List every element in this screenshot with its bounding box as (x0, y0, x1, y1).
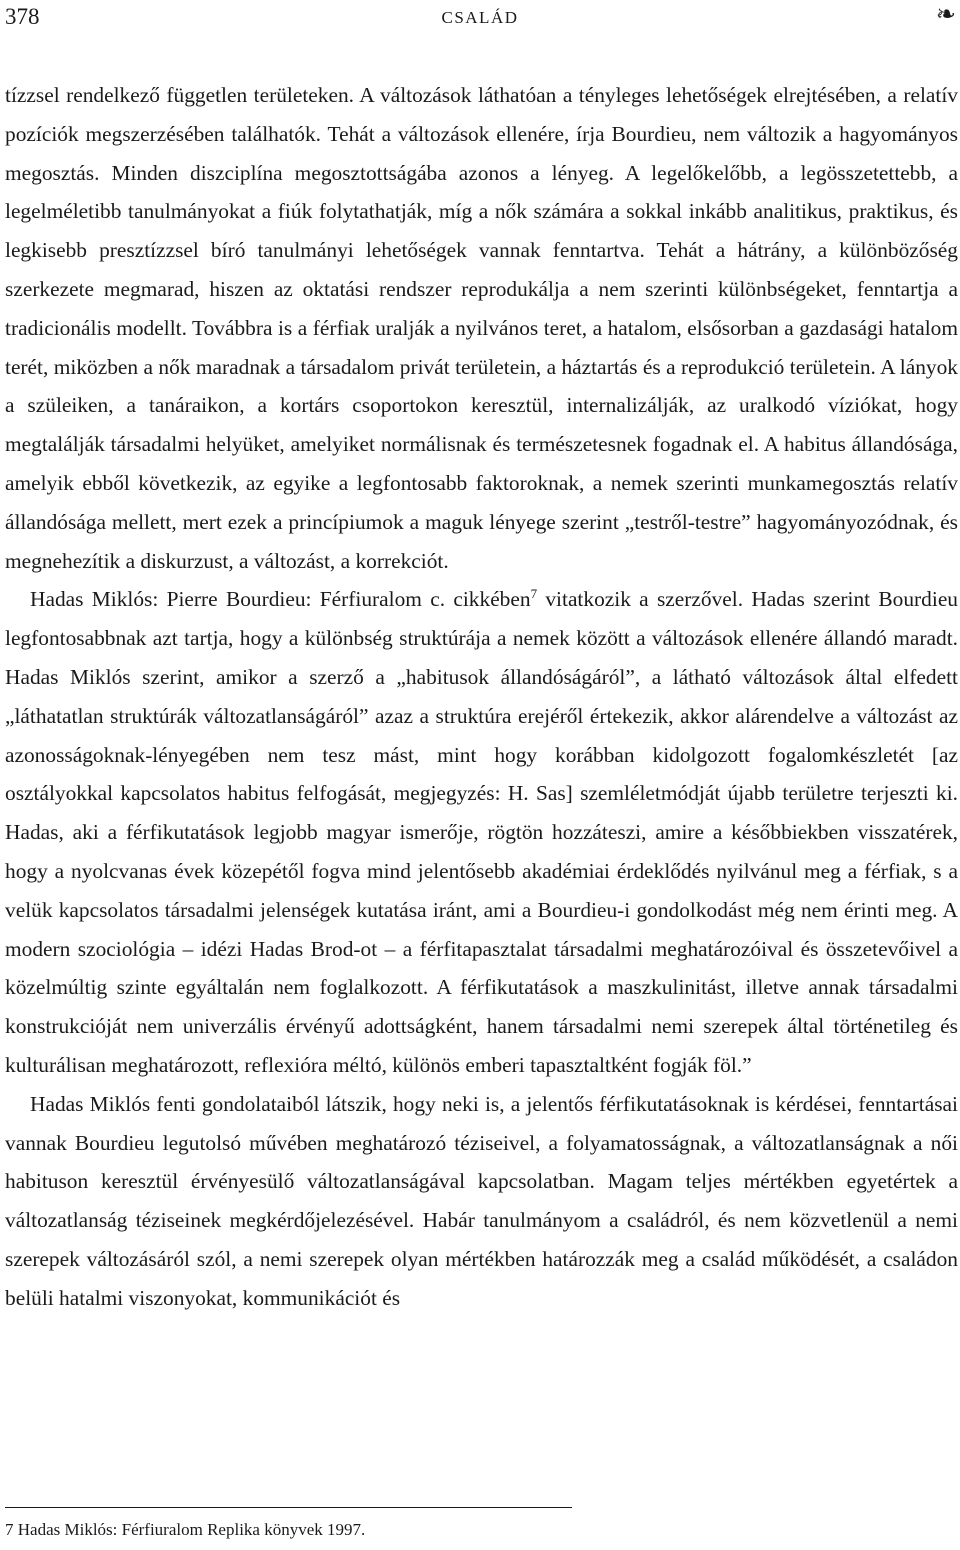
paragraph-1-text: tízzsel rendelkező független területeken. A változások láthatóan a tényleges lehetőségek elrejtésében, a relatív pozíciók megszerzésében találhatók. Tehát a változások ellenére, írja Bourdieu, nem változik a hagyományos megosztás. Minden diszciplína megosztottságába azonos a lényeg. A legelőkelőbb, a legösszetettebb, a legelméletibb tanulmányokat a fiúk folytathatják, míg a nők számára a sokkal inkább analitikus, praktikus, és legkisebb presztízzsel bíró tanulmányi lehetőségek vannak fenntartva. Tehát a hátrány, a különbözőség szerkezete megmarad, hiszen az oktatási rendszer reprodukálja a nem szerinti különbségeket, fenntartja a tradicionális modellt. Továbbra is a férfiak uralják a nyilvános teret, a hatalom, elsősorban a gazdasági hatalom terét, miközben a nők maradnak a társadalom privát területein, a háztartás és a reprodukció területein. A lányok a szüleiken, a tanáraikon, a kortárs csoportokon keresztül, internalizálják, az uralkodó víziókat, hogy megtalálják társadalmi helyüket, amelyiket normálisnak és természetesnek fogadnak el. A habitus állandósága, amelyik ebből következik, az egyike a legfontosabb faktoroknak, a nemek szerinti munkamegosztás relatív állandósága mellett, mert ezek a princípiumok a maguk lényege szerint „testről-testre” hagyományozódnak, és megnehezítik a diskurzust, a változást, a korrekciót. (5, 83, 958, 573)
fleuron-icon: ❧ (935, 2, 956, 28)
footnote-divider (5, 1507, 572, 1508)
body-text (5, 76, 958, 1318)
paragraph-1 (5, 76, 958, 580)
paragraph-2-text-end: vitatkozik a szerzővel. Hadas szerint Bourdieu legfontosabbnak azt tartja, hogy a különbség struktúrája a nemek között a változások ellenére állandó maradt. Hadas Miklós szerint, amikor a szerző a „habitusok állandóságáról”, a látható változások által elfedett „láthatatlan struktúrák változatlanságáról” azaz a struktúra erejéről értekezik, akkor alárendelve a változást az azonosságoknak-lényegében nem tesz mást, mint hogy korábban kidolgozott fogalomkészletét [az osztályokkal kapcsolatos habitus felfogását, megjegyzés: H. Sas] szemléletmódját újabb területre terjeszti ki. Hadas, aki a férfikutatások legjobb magyar ismerője, rögtön hozzáteszi, amire a későbbiekben visszatérek, hogy a nyolcvanas évek közepétől fogva mind jelentősebb akadémiai érdeklődés nyilvánul meg a férfiak, s a velük kapcsolatos társadalmi jelenségek kutatása iránt, ami a Bourdieu-i gondolkodást még nem érinti meg. A modern szociológia – idézi Hadas Brod-ot – a férfitapasztalat társadalmi meghatározóival és összetevőivel a közelmúltig szinte egyáltalán nem foglalkozott. A férfikutatások a maszkulinitást, illetve annak társadalmi konstrukcióját nem univerzális érvényű adottságként, hanem társadalmi nemi szerepek által történetileg és kulturálisan meghatározott, reflexióra méltó, különös emberi tapasztaltként fogják föl.” (5, 587, 959, 1077)
paragraph-3-text: Hadas Miklós fenti gondolataiból látszik, hogy neki is, a jelentős férfikutatásoknak is kérdései, fenntartásai vannak Bourdieu legutolsó művében meghatározó téziseivel, a folyamatosságnak, a változatlanságnak a női habituson keresztül érvényesülő változatlanságával kapcsolatban. Magam teljes mértékben egyetértek a változatlanság téziseinek megkérdőjelezésével. Habár tanulmányom a családról, és nem közvetlenül a nemi szerepek változásáról szól, a nemi szerepek olyan mértékben határozzák meg a család működését, a családon belüli hatalmi viszonyokat, kommunikációt és (5, 1091, 958, 1310)
footnote-reference: 7 (530, 586, 538, 602)
running-title: CSALÁD (441, 8, 519, 27)
footnote: 7 Hadas Miklós: Férfiuralom Replika könyvek 1997. (5, 1520, 366, 1539)
page-header (0, 0, 960, 40)
paragraph-3 (5, 1085, 958, 1318)
paragraph-2 (5, 580, 958, 1084)
paragraph-2-text-start: Hadas Miklós: Pierre Bourdieu: Férfiuralom c. cikkében (30, 587, 531, 612)
page-number: 378 (5, 4, 40, 29)
